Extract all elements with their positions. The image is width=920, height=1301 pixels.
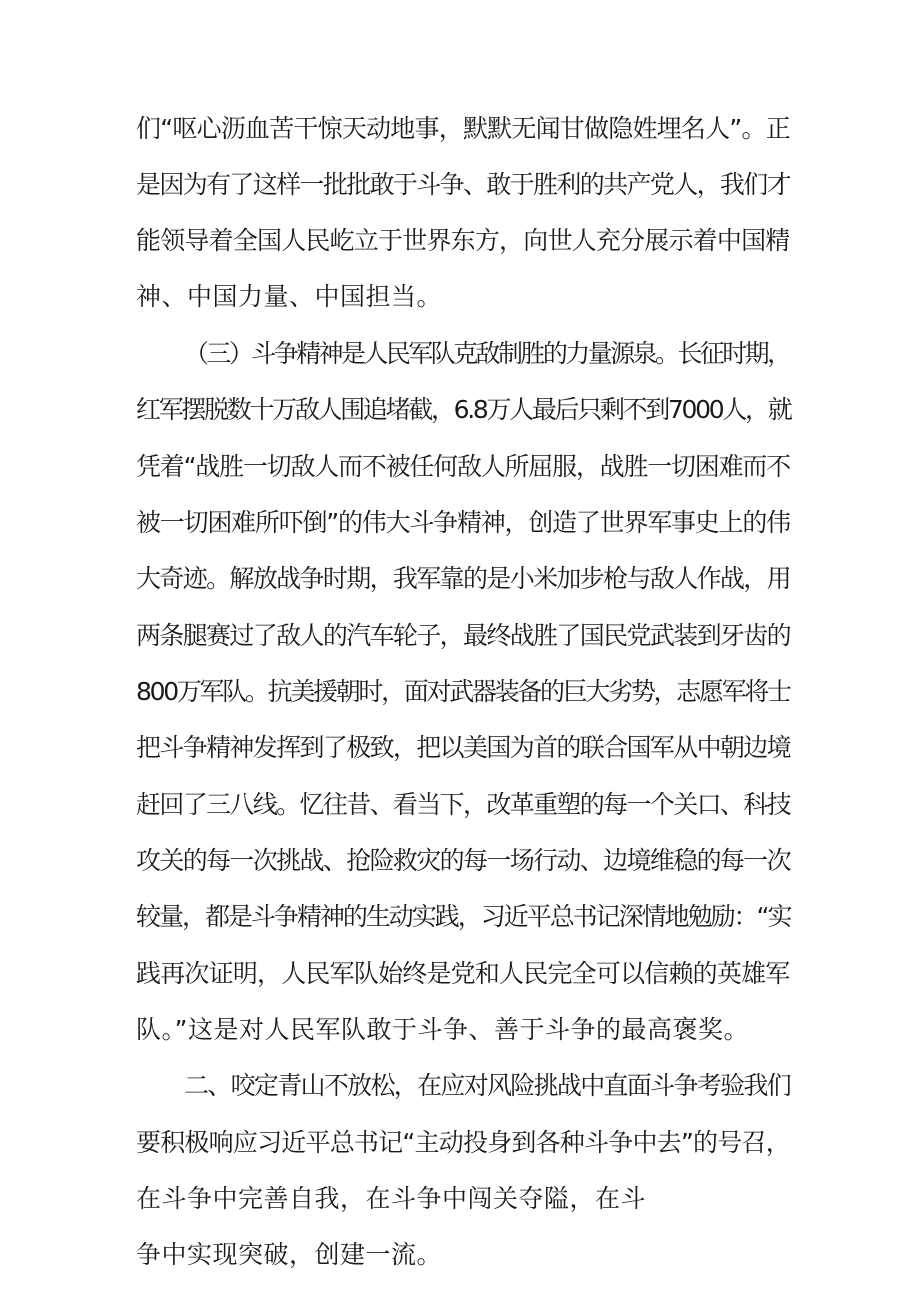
text-line: 争中实现突破，创建一流。 — [136, 1240, 443, 1269]
text-line: 要积极响应习近平总书记“主动投身到各种斗争中去”的号召， — [136, 1128, 790, 1157]
text-line: 是因为有了这样一批批敢于斗争、敢于胜利的共产党人，我们才 — [136, 170, 791, 199]
text-line: 们“呕心沥血苦干惊天动地事，默默无闻甘做隐姓埋名人”。正 — [136, 114, 790, 143]
text-line: 队。”这是对人民军队敢于斗争、善于斗争的最高褒奖。 — [136, 1015, 749, 1044]
text-line: 在斗争中完善自我，在斗争中闯关夺隘，在斗 — [136, 1184, 647, 1213]
text-line: 较量，都是斗争精神的生动实践，习近平总书记深情地勉励：“实 — [136, 902, 791, 931]
text-line: 把斗争精神发挥到了极致，把以美国为首的联合国军从中朝边境 — [136, 733, 791, 762]
text-line: 攻关的每一次挑战、抢险救灾的每一场行动、边境维稳的每一次 — [136, 846, 791, 875]
text-line: 两条腿赛过了敌人的汽车轮子，最终战胜了国民党武装到牙齿的 — [136, 621, 791, 650]
text-line: 能领导着全国人民屹立于世界东方，向世人充分展示着中国精 — [136, 226, 790, 255]
text-line: 赶回了三八线。忆往昔、看当下，改革重塑的每一个关口、科技 — [136, 790, 791, 819]
text-line: 践再次证明，人民军队始终是党和人民完全可以信赖的英雄军 — [136, 959, 790, 988]
text-line: 二、咬定青山不放松，在应对风险挑战中直面斗争考验我们 — [184, 1071, 791, 1100]
text-line: 红军摆脱数十万敌人围追堵截，6.8万人最后只剩不到7000人，就 — [136, 395, 791, 424]
text-line: 凭着“战胜一切敌人而不被任何敌人所屈服，战胜一切困难而不 — [136, 452, 790, 481]
text-line: 神、中国力量、中国担当。 — [136, 282, 443, 311]
text-line: 800万军队。抗美援朝时，面对武器装备的巨大劣势，志愿军将士 — [136, 677, 790, 706]
text-line: 大奇迹。解放战争时期，我军靠的是小米加步枪与敌人作战，用 — [136, 564, 791, 593]
text-line: （三）斗争精神是人民军队克敌制胜的力量源泉。长征时期， — [184, 339, 790, 368]
text-line: 被一切困难所吓倒”的伟大斗争精神，创造了世界军事史上的伟 — [136, 508, 790, 537]
